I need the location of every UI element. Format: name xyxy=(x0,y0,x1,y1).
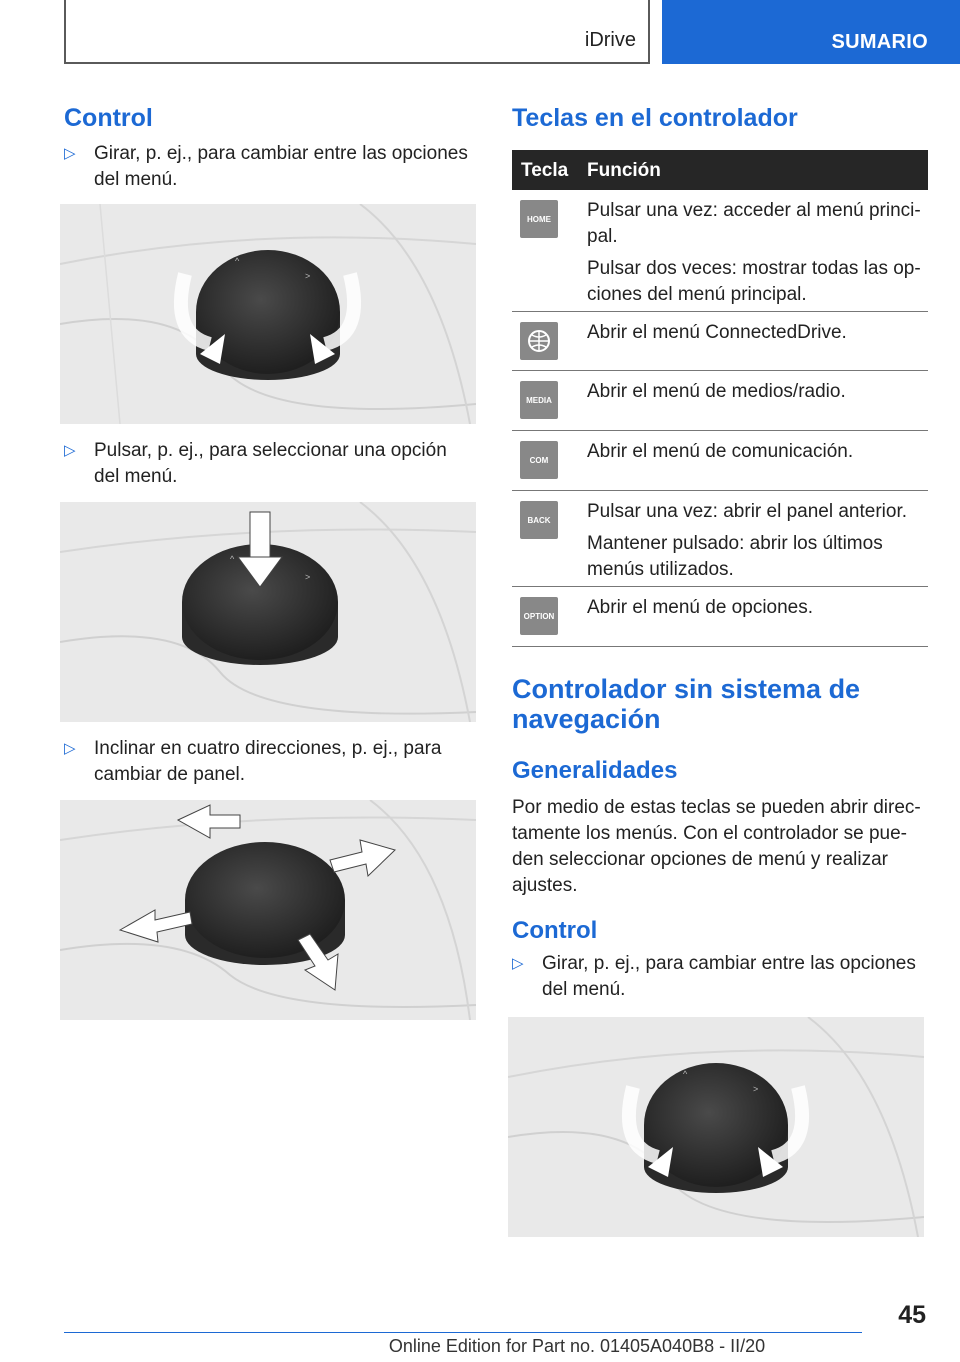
edition-footer: Online Edition for Part no. 01405A040B8 - II/20 xyxy=(388,1336,766,1356)
bullet-triangle-icon: ▷ xyxy=(64,740,76,757)
svg-text:>: > xyxy=(305,271,311,281)
connected-drive-key-icon xyxy=(520,322,558,360)
option-key-icon: OPTION xyxy=(520,597,558,635)
keys-heading: Teclas en el controlador xyxy=(512,104,798,132)
control-heading-2: Control xyxy=(512,917,598,944)
svg-text:^: ^ xyxy=(235,256,240,266)
column-header-key: Tecla xyxy=(521,160,569,181)
back-key-icon: BACK xyxy=(520,501,558,539)
home-key-icon: HOME xyxy=(520,200,558,238)
svg-text:>: > xyxy=(753,1084,759,1094)
list-item: ▷ Inclinar en cuatro direcciones, p. ej., para cambiar de panel. xyxy=(64,738,442,785)
bullet-triangle-icon: ▷ xyxy=(64,442,76,459)
column-header-function: Función xyxy=(587,160,661,181)
svg-text:>: > xyxy=(305,572,311,582)
section-heading: Controlador sin sistema de navegación xyxy=(512,674,861,734)
control-heading: Control xyxy=(64,104,153,132)
controller-rotate-image-2 xyxy=(508,1017,924,1237)
controller-tilt-image xyxy=(60,800,476,1020)
list-item: ▷ Pulsar, p. ej., para seleccionar una opción del menú. xyxy=(64,440,447,487)
table-row: MEDIA Abrir el menú de medios/radio. xyxy=(512,371,928,431)
generalities-paragraph: Por medio de estas teclas se pueden abrir direc-tamente los menús. Con el controlador se pue-den seleccionar opciones de menú y realizar ajustes. xyxy=(512,797,921,896)
table-row: COM Abrir el menú de comunicación. xyxy=(512,431,928,491)
table-row: OPTION Abrir el menú de opciones. xyxy=(512,587,928,647)
footer-divider xyxy=(64,1332,862,1333)
generalities-heading: Generalidades xyxy=(512,757,678,784)
table-row: Abrir el menú ConnectedDrive. xyxy=(512,312,928,371)
list-item: ▷ Girar, p. ej., para cambiar entre las opciones del menú. xyxy=(64,143,468,190)
keys-table xyxy=(512,150,928,647)
page-number: 45 xyxy=(898,1301,926,1329)
media-key-icon: MEDIA xyxy=(520,381,558,419)
table-header xyxy=(512,150,928,190)
table-row: HOME Pulsar una vez: acceder al menú princi-pal. Pulsar dos veces: mostrar todas las op-ciones del menú principal. xyxy=(512,190,928,312)
list-item: ▷ Girar, p. ej., para cambiar entre las opciones del menú. xyxy=(512,953,916,1000)
bullet-triangle-icon: ▷ xyxy=(64,145,76,162)
controller-press-image xyxy=(60,502,476,722)
com-key-icon: COM xyxy=(520,441,558,479)
summary-button[interactable] xyxy=(662,0,960,64)
summary-button-label: SUMARIO xyxy=(831,31,928,53)
table-row: BACK Pulsar una vez: abrir el panel anterior. Mantener pulsado: abrir los últimos menús utilizados. xyxy=(512,491,928,587)
section-label: iDrive xyxy=(584,29,636,51)
controller-rotate-image xyxy=(60,204,476,424)
svg-text:^: ^ xyxy=(683,1069,688,1079)
bullet-triangle-icon: ▷ xyxy=(512,955,524,972)
header-section-box xyxy=(64,0,650,64)
svg-text:^: ^ xyxy=(230,554,235,564)
